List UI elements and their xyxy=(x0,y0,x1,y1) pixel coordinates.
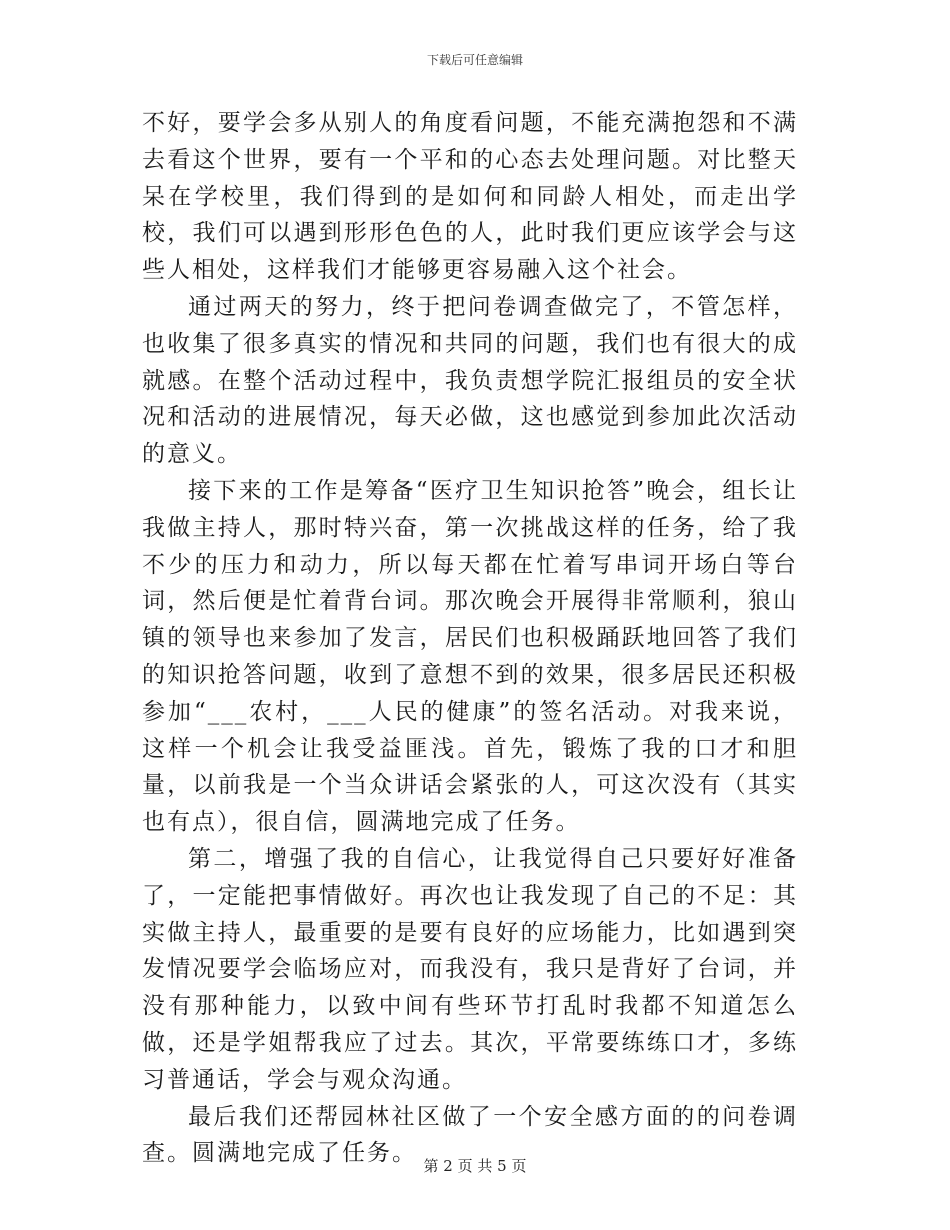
page-number: 第 2 页 共 5 页 xyxy=(423,1157,527,1175)
paragraph-evening-event: 接下来的工作是筹备“医疗卫生知识抢答”晚会，组长让我做主持人，那时特兴奋，第一次挑战这样的任务，给了我不少的压力和动力，所以每天都在忙着写串词开场白等台词，然后便是忙着背台词。那次晚会开展得非常顺利，狼山镇的领导也来参加了发言，居民们也积极踊跃地回答了我们的知识抢答问题，收到了意想不到的效果，很多居民还积极参加“___农村，___人民的健康”的签名活动。对我来说，这样一个机会让我受益匪浅。首先，锻炼了我的口才和胆量，以前我是一个当众讲话会紧张的人，可这次没有（其实也有点），很自信，圆满地完成了任务。 xyxy=(142,477,798,836)
paragraph-final-survey: 最后我们还帮园林社区做了一个安全感方面的的问卷调查。圆满地完成了任务。 xyxy=(142,1103,798,1167)
paragraph-survey: 通过两天的努力，终于把问卷调查做完了，不管怎样，也收集了很多真实的情况和共同的问题，我们也有很大的成就感。在整个活动过程中，我负责想学院汇报组员的安全状况和活动的进展情况，每天必做，这也感觉到参加此次活动的意义。 xyxy=(142,293,798,468)
paragraph-confidence: 第二，增强了我的自信心，让我觉得自己只要好好准备了，一定能把事情做好。再次也让我发现了自己的不足：其实做主持人，最重要的是要有良好的应场能力，比如遇到突发情况要学会临场应对，而我没有，我只是背好了台词，并没有那种能力，以致中间有些环节打乱时我都不知道怎么做，还是学姐帮我应了过去。其次，平常要练练口才，多练习普通话，学会与观众沟通。 xyxy=(142,845,798,1093)
document-body xyxy=(142,105,798,1172)
page-header: 下载后可任意编辑 xyxy=(426,53,523,67)
paragraph-continuation: 不好，要学会多从别人的角度看问题，不能充满抱怨和不满去看这个世界，要有一个平和的心态去处理问题。对比整天呆在学校里，我们得到的是如何和同龄人相处，而走出学校，我们可以遇到形形色色的人，此时我们更应该学会与这些人相处，这样我们才能够更容易融入这个社会。 xyxy=(142,110,798,284)
